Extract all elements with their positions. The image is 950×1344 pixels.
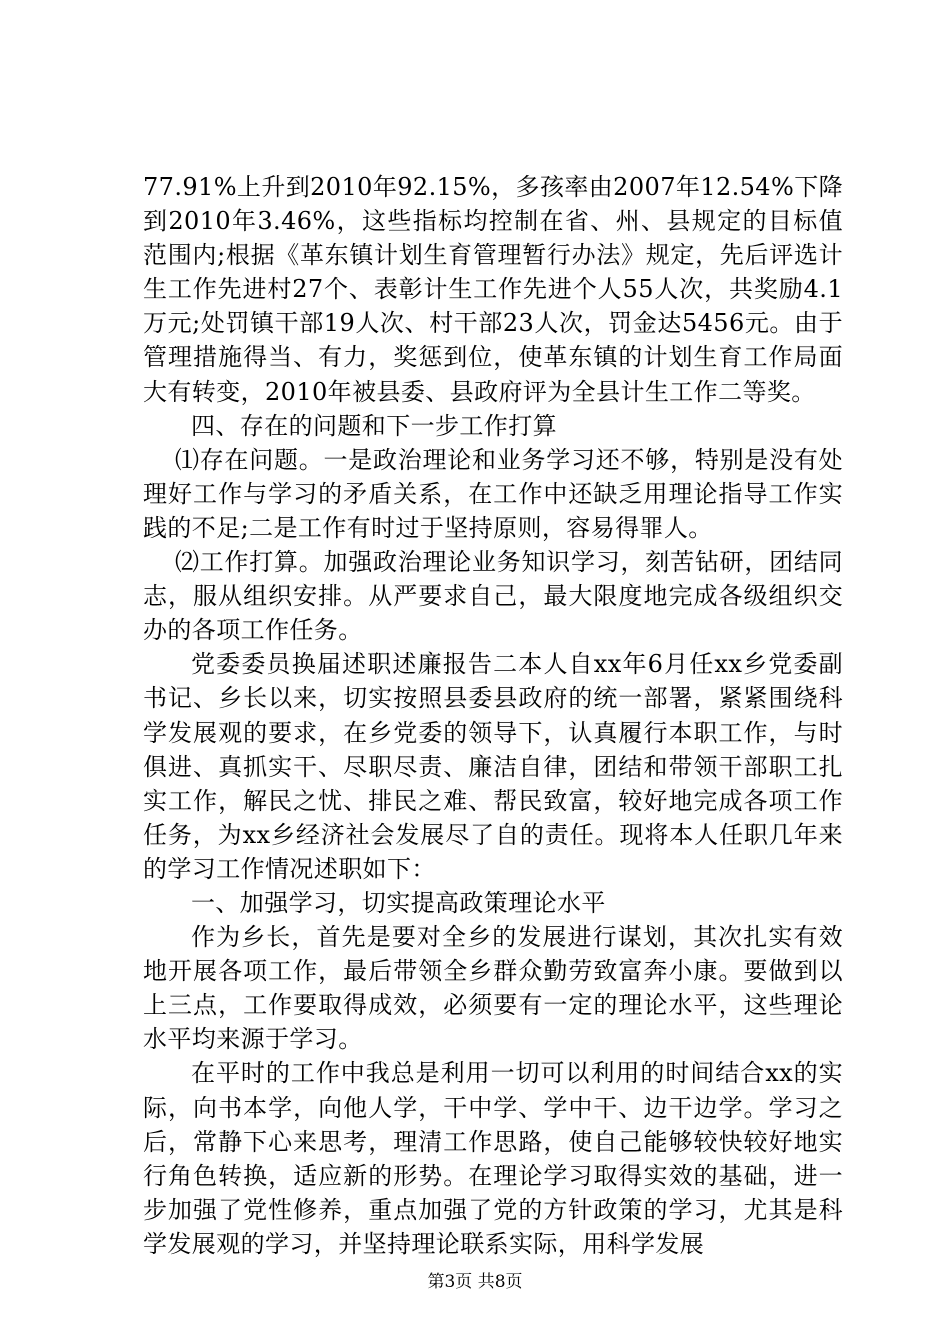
page-number-footer: 第3页 共8页 <box>427 1272 523 1292</box>
paragraph-work-plans: ⑵工作打算。加强政治理论业务知识学习，刻苦钻研，团结同志，服从组织安排。从严要求自己，最大限度地完成各级组织交办的各项工作任务。 <box>143 548 843 645</box>
section-heading-problems-and-plans: 四、存在的问题和下一步工作打算 <box>191 411 557 440</box>
paragraph-daily-learning: 在平时的工作中我总是利用一切可以利用的时间结合xx的实际，向书本学，向他人学，干中学、学中干、边干边学。学习之后，常静下心来思考，理清工作思路，使自己能够较快较好地实行角色转换，适应新的形势。在理论学习取得实效的基础，进一步加强了党性修养，重点加强了党的方针政策的学习，尤其是科学发展观的学习，并坚持理论联系实际，用科学发展 <box>143 1059 843 1258</box>
paragraph-township-head-role: 作为乡长，首先是要对全乡的发展进行谋划，其次扎实有效地开展各项工作，最后带领全乡群众勤劳致富奔小康。要做到以上三点，工作要取得成效，必须要有一定的理论水平，这些理论水平均来源于学习。 <box>143 923 843 1054</box>
paragraph-report-two-intro: 党委委员换届述职述廉报告二本人自xx年6月任xx乡党委副书记、乡长以来，切实按照县委县政府的统一部署，紧紧围绕科学发展观的要求，在乡党委的领导下，认真履行本职工作，与时俱进、真抓实干、尽职尽责、廉洁自律，团结和带领干部职工扎实工作，解民之忧、排民之难、帮民致富，较好地完成各项工作任务，为xx乡经济社会发展尽了自的责任。现将本人任职几年来的学习工作情况述职如下： <box>143 650 843 883</box>
paragraph-family-planning-results: 77.91%上升到2010年92.15%，多孩率由2007年12.54%下降到2010年3.46%，这些指标均控制在省、州、县规定的目标值范围内;根据《革东镇计划生育管理暂行办法》规定，先后评选计生工作先进村27个、表彰计生工作先进个人55人次，共奖励4.1万元;处罚镇干部19人次、村干部23人次，罚金达5456元。由于管理措施得当、有力，奖惩到位，使革东镇的计划生育工作局面大有转变，2010年被县委、县政府评为全县计生工作二等奖。 <box>143 173 843 406</box>
paragraph-existing-problems: ⑴存在问题。一是政治理论和业务学习还不够，特别是没有处理好工作与学习的矛盾关系，在工作中还缺乏用理论指导工作实践的不足;二是工作有时过于坚持原则，容易得罪人。 <box>143 445 843 542</box>
section-heading-strengthen-learning: 一、加强学习，切实提高政策理论水平 <box>191 888 606 917</box>
document-body <box>143 170 843 1261</box>
